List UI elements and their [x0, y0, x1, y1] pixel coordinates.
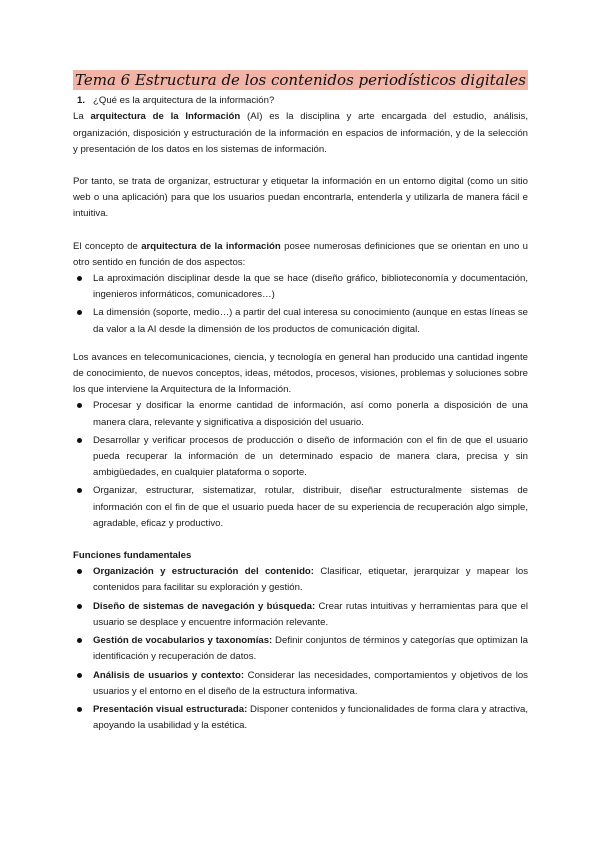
list-item: Organizar, estructurar, sistematizar, rotular, distribuir, diseñar estructuralmente sistemas de información con el fin de que el usuario pueda hacer de su experiencia de recuperación algo simple, agradable, eficaz y productivo.	[73, 483, 528, 532]
paragraph-4: Los avances en telecomunicaciones, ciencia, y tecnología en general han producido una cantidad ingente de conocimiento, de nuevos conceptos, ideas, métodos, procesos, visiones, problemas y soluciones sobre los que interviene la Arquitectura de la Información.	[73, 351, 528, 396]
functions-heading: Funciones fundamentales	[73, 550, 192, 562]
para3-bold-term: arquitectura de la información	[141, 240, 281, 252]
bullet-icon	[77, 488, 82, 493]
aspects-list	[73, 271, 528, 338]
question-number: 1.	[77, 95, 86, 107]
para3-rest: posee numerosas definiciones que se orientan en uno u otro sentido en función de dos aspectos:	[73, 240, 528, 268]
list-item: La aproximación disciplinar desde la que se hace (diseño gráfico, biblioteconomía y documentación, ingenieros informáticos, comunicadores…)	[73, 271, 528, 303]
question-heading	[77, 93, 528, 109]
intro-paragraph	[73, 109, 528, 158]
list-item: Organización y estructuración del contenido: Clasificar, etiquetar, jerarquizar y mapear los contenidos para facilitar su exploración y gestión.	[73, 564, 528, 596]
intro-rest: (AI) es la disciplina y arte encargada del estudio, análisis, organización, disposición y estructuración de la información en espacios de información, y de la selección y presentación de los datos en los sistemas de información.	[73, 111, 529, 155]
bullet-icon	[77, 707, 82, 712]
bullet-icon	[77, 403, 82, 408]
page-title: Tema 6 Estructura de los contenidos periodísticos digitales	[75, 71, 526, 89]
intro-bold-term: arquitectura de la Información	[90, 111, 241, 123]
bullet-icon	[77, 638, 82, 643]
bullet-icon	[77, 310, 82, 315]
list-item: Diseño de sistemas de navegación y búsqueda: Crear rutas intuitivas y herramientas para que el usuario se desplace y encuentre información relevante.	[73, 599, 528, 631]
tasks-list	[73, 398, 528, 532]
bullet-icon	[77, 276, 82, 281]
list-item: Procesar y dosificar la enorme cantidad de información, así como ponerla a disposición de una manera clara, relevante y significativa a disposición del usuario.	[73, 398, 528, 430]
list-item: Desarrollar y verificar procesos de producción o diseño de información con el fin de que el usuario pueda recuperar la información de un determinado espacio de manera clara, precisa y sin ambigüedades, en cualquier plataforma o soporte.	[73, 433, 528, 482]
paragraph-2: Por tanto, se trata de organizar, estructurar y etiquetar la información en un entorno digital (como un sitio web o una aplicación) para que los usuarios puedan encontrarla, entenderla y utilizarla de manera fácil e intuitiva.	[73, 176, 528, 220]
functions-list	[73, 564, 528, 734]
document-body	[73, 70, 528, 736]
bullet-icon	[77, 569, 82, 574]
list-item: Análisis de usuarios y contexto: Considerar las necesidades, comportamientos y objetivos de los usuarios y el entorno en el diseño de la estructura informativa.	[73, 668, 528, 700]
list-item: La dimensión (soporte, medio…) a partir del cual interesa su conocimiento (aunque en estas líneas se da valor a la AI desde la dimensión de los productos de comunicación digital.	[73, 305, 528, 337]
title-row	[73, 70, 528, 91]
bullet-icon	[77, 438, 82, 443]
list-item: Gestión de vocabularios y taxonomías: Definir conjuntos de términos y categorías que optimizan la identificación y recuperación de datos.	[73, 633, 528, 665]
bullet-icon	[77, 673, 82, 678]
list-item: Presentación visual estructurada: Disponer contenidos y funcionalidades de forma clara y atractiva, apoyando la usabilidad y la estética.	[73, 702, 528, 734]
intro-prefix: La	[73, 111, 91, 123]
question-text: ¿Qué es la arquitectura de la información?	[93, 95, 275, 107]
bullet-icon	[77, 604, 82, 609]
paragraph-3	[73, 239, 528, 271]
para3-prefix: El concepto de	[73, 240, 142, 252]
